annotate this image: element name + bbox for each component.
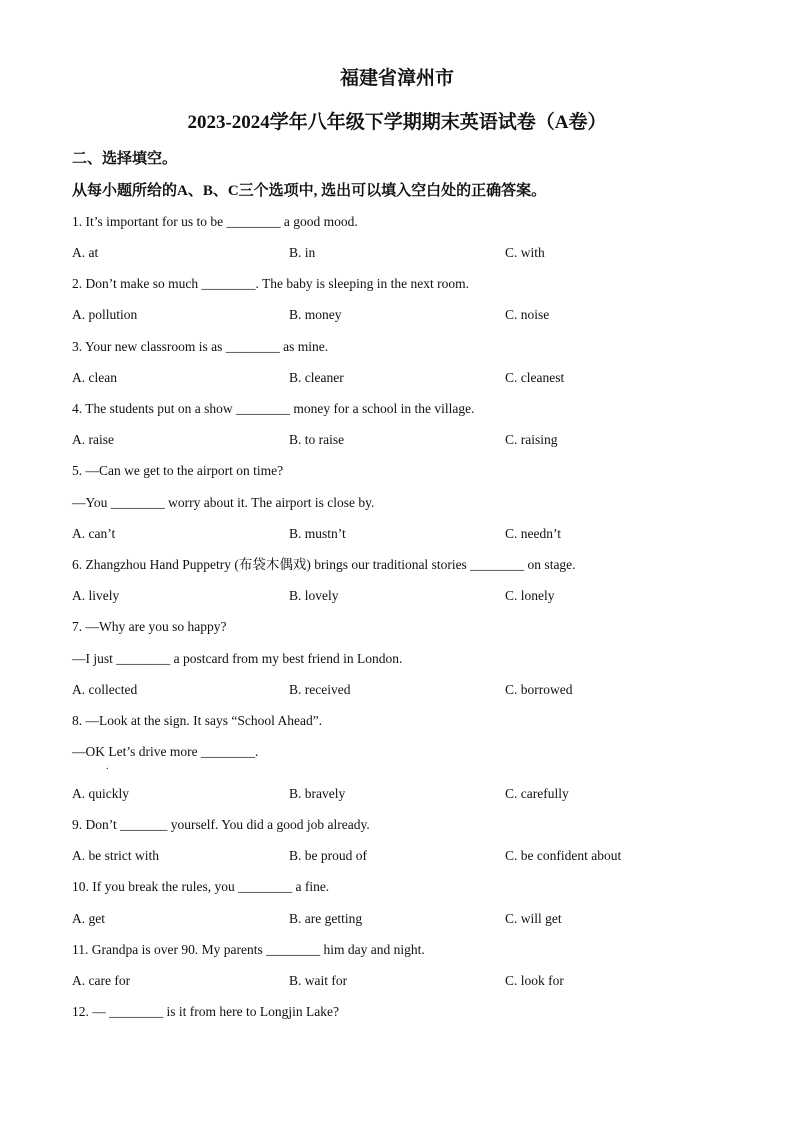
question-2-stem: 2. Don’t make so much ________. The baby is sleeping in the next room.	[72, 276, 469, 291]
question-10-option-c: C. will get	[505, 911, 562, 926]
question-3-stem: 3. Your new classroom is as ________ as mine.	[72, 339, 329, 354]
question-8-option-a: A. quickly	[72, 786, 129, 801]
question-8-option-b: B. bravely	[289, 786, 346, 801]
question-6-option-a: A. lively	[72, 588, 120, 603]
document-title-exam: 2023-2024学年八年级下学期期末英语试卷（A卷）	[187, 112, 607, 133]
question-11-stem: 11. Grandpa is over 90. My parents ________ him day and night.	[72, 942, 425, 957]
question-9-option-b: B. be proud of	[289, 848, 367, 863]
question-11-option-b: B. wait for	[289, 973, 348, 988]
question-7-response: —I just ________ a postcard from my best friend in London.	[72, 651, 403, 666]
question-2-option-b: B. money	[289, 307, 342, 322]
question-3-option-c: C. cleanest	[505, 370, 565, 385]
question-2-option-c: C. noise	[505, 307, 550, 322]
question-7-option-b: B. received	[289, 682, 351, 697]
question-6-option-c: C. lonely	[505, 588, 555, 603]
question-3-option-b: B. cleaner	[289, 370, 344, 385]
question-1-option-c: C. with	[505, 245, 545, 260]
question-6-stem: 6. Zhangzhou Hand Puppetry (布袋木偶戏) brings our traditional stories ________ on stage.	[72, 557, 576, 572]
question-1-option-b: B. in	[289, 245, 316, 260]
question-4-option-c: C. raising	[505, 432, 558, 447]
document-title-region: 福建省漳州市	[339, 68, 454, 89]
question-6-option-b: B. lovely	[289, 588, 339, 603]
question-11-option-a: A. care for	[72, 973, 131, 988]
question-5-option-a: A. can’t	[72, 526, 116, 541]
question-9-option-c: C. be confident about	[505, 848, 622, 863]
question-8-response: —OK Let’s drive more ________.	[72, 744, 259, 759]
question-3-option-a: A. clean	[72, 370, 117, 385]
question-10-option-b: B. are getting	[289, 911, 363, 926]
question-4-stem: 4. The students put on a show ________ money for a school in the village.	[72, 401, 475, 416]
question-10-stem: 10. If you break the rules, you ________ a fine.	[72, 879, 330, 894]
section-heading: 二、选择填空。	[72, 151, 178, 167]
section-instruction: 从每小题所给的A、B、C三个选项中, 选出可以填入空白处的正确答案。	[72, 183, 547, 199]
question-5-option-c: C. needn’t	[505, 526, 561, 541]
question-1-stem: 1. It’s important for us to be ________ a good mood.	[72, 214, 358, 229]
question-7-option-c: C. borrowed	[505, 682, 573, 697]
question-5-option-b: B. mustn’t	[289, 526, 346, 541]
question-4-option-a: A. raise	[72, 432, 114, 447]
stray-dot-mark: .	[106, 761, 109, 772]
question-9-option-a: A. be strict with	[72, 848, 159, 863]
question-10-option-a: A. get	[72, 911, 105, 926]
question-12-stem: 12. — ________ is it from here to Longjin Lake?	[72, 1004, 339, 1019]
question-1-option-a: A. at	[72, 245, 99, 260]
question-5-response: —You ________ worry about it. The airport is close by.	[72, 495, 375, 510]
question-9-stem: 9. Don’t _______ yourself. You did a good job already.	[72, 817, 370, 832]
question-7-option-a: A. collected	[72, 682, 138, 697]
question-11-option-c: C. look for	[505, 973, 564, 988]
question-7-stem: 7. —Why are you so happy?	[72, 619, 227, 634]
question-4-option-b: B. to raise	[289, 432, 345, 447]
question-5-stem: 5. —Can we get to the airport on time?	[72, 463, 284, 478]
question-8-stem: 8. —Look at the sign. It says “School Ahead”.	[72, 713, 323, 728]
question-8-option-c: C. carefully	[505, 786, 569, 801]
question-2-option-a: A. pollution	[72, 307, 138, 322]
